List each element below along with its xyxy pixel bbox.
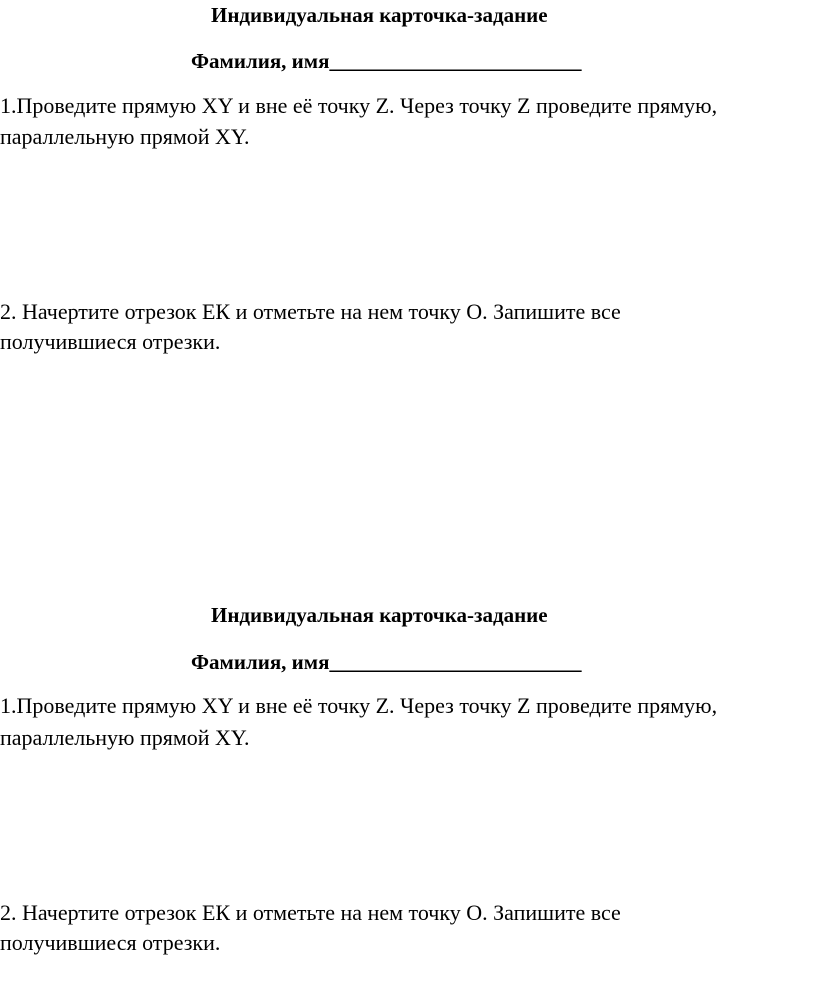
- name-field: Фамилия, имя________________________: [191, 650, 582, 674]
- task-1-line-2: параллельную прямой XY.: [0, 124, 250, 149]
- task-2-line-1: 2. Начертите отрезок ЕК и отметьте на нем точку О. Запишите все: [0, 299, 621, 324]
- task-2-line-2: получившиеся отрезки.: [0, 930, 221, 955]
- task-2-line-2: получившиеся отрезки.: [0, 329, 221, 354]
- task-1-line-1: 1.Проведите прямую XY и вне её точку Z. Через точку Z проведите прямую,: [0, 693, 718, 718]
- card-title: Индивидуальная карточка-задание: [211, 3, 548, 27]
- name-field: Фамилия, имя________________________: [191, 49, 582, 73]
- task-2-line-1: 2. Начертите отрезок ЕК и отметьте на нем точку О. Запишите все: [0, 900, 621, 925]
- task-1-line-1: 1.Проведите прямую XY и вне её точку Z. Через точку Z проведите прямую,: [0, 93, 718, 118]
- task-1-line-2: параллельную прямой XY.: [0, 725, 250, 750]
- card-title: Индивидуальная карточка-задание: [211, 603, 548, 627]
